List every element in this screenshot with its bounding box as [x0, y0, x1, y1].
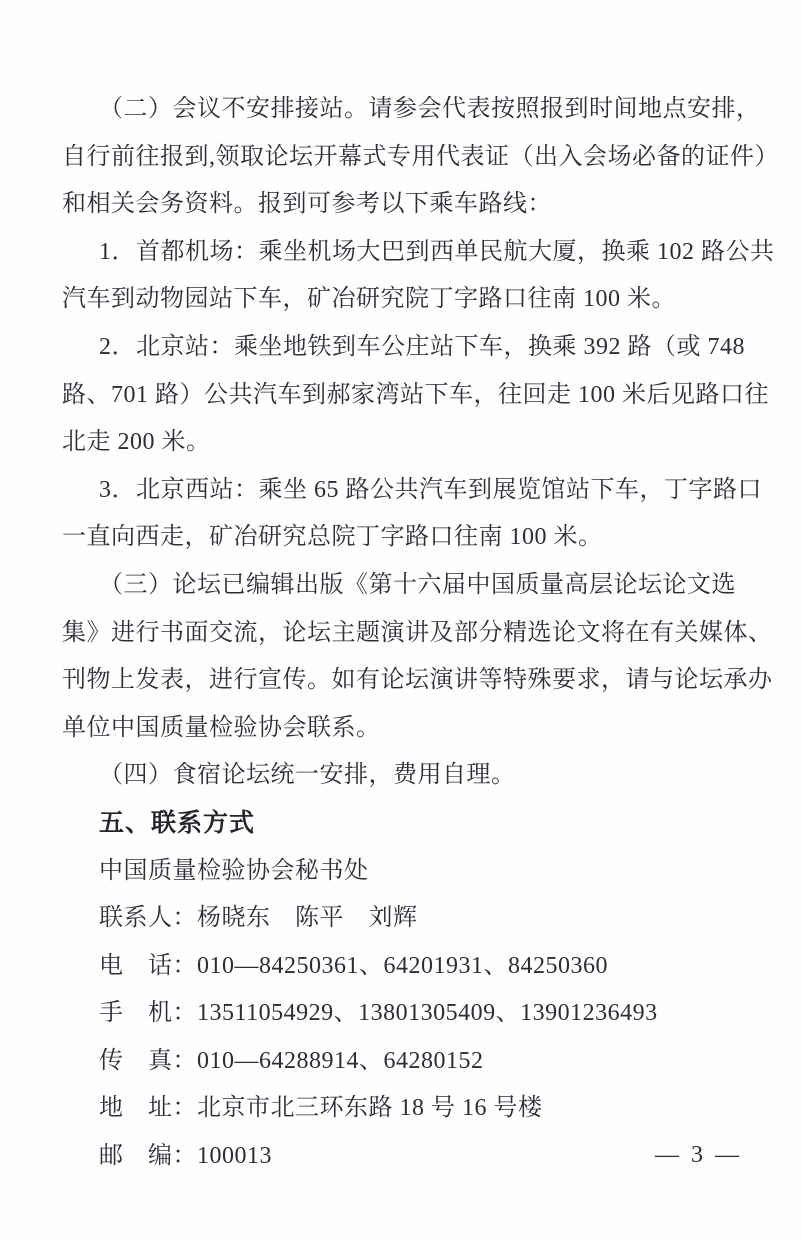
page-number: — 3 —: [655, 1142, 742, 1168]
text-line: （二）会议不安排接站。请参会代表按照报到时间地点安排，: [99, 96, 761, 122]
section-heading-contact: 五、联系方式: [99, 808, 256, 837]
contact-line-fax: 传 真：010—64288914、64280152: [99, 1047, 484, 1074]
text-line: 单位中国质量检验协会联系。: [62, 714, 381, 741]
text-line: 路、701 路）公共汽车到郝家湾站下车，往回走 100 米后见路口往: [62, 381, 769, 408]
contact-line-persons: 联系人：杨晓东 陈平 刘辉: [99, 905, 418, 932]
text-line-accommodation-note: （四）食宿论坛统一安排，费用自理。: [99, 762, 516, 789]
text-line: 刊物上发表，进行宣传。如有论坛演讲等特殊要求，请与论坛承办: [62, 667, 773, 694]
contact-line-secretariat: 中国质量检验协会秘书处: [99, 857, 369, 884]
contact-line-telephone: 电 话：010—84250361、64201931、84250360: [99, 952, 608, 979]
text-line: 北走 200 米。: [62, 429, 211, 456]
contact-line-postcode: 邮 编：100013: [99, 1143, 272, 1170]
text-line-route-airport: 1．首都机场：乘坐机场大巴到西单民航大厦，换乘 102 路公共: [99, 238, 775, 265]
document-body: [62, 86, 779, 1181]
text-line: 一直向西走，矿冶研究总院丁字路口往南 100 米。: [62, 524, 603, 551]
text-line: 自行前往报到,领取论坛开幕式专用代表证（出入会场必备的证件）: [62, 143, 779, 170]
text-line-route-beijing-station: 2．北京站：乘坐地铁到车公庄站下车，换乘 392 路（或 748: [99, 333, 745, 360]
text-line-publication-note: （三）论坛已编辑出版《第十六届中国质量高层论坛论文选: [99, 571, 736, 598]
contact-line-mobile: 手 机：13511054929、13801305409、13901236493: [99, 1000, 658, 1027]
contact-line-address: 地 址：北京市北三环东路 18 号 16 号楼: [99, 1095, 543, 1122]
text-line: 和相关会务资料。报到可参考以下乘车路线：: [62, 191, 552, 218]
text-line: 汽车到动物园站下车，矿冶研究院丁字路口往南 100 米。: [62, 286, 676, 313]
text-line-route-beijing-west: 3．北京西站：乘坐 65 路公共汽车到展览馆站下车，丁字路口: [99, 476, 762, 503]
text-line: 集》进行书面交流，论坛主题演讲及部分精选论文将在有关媒体、: [62, 619, 773, 646]
